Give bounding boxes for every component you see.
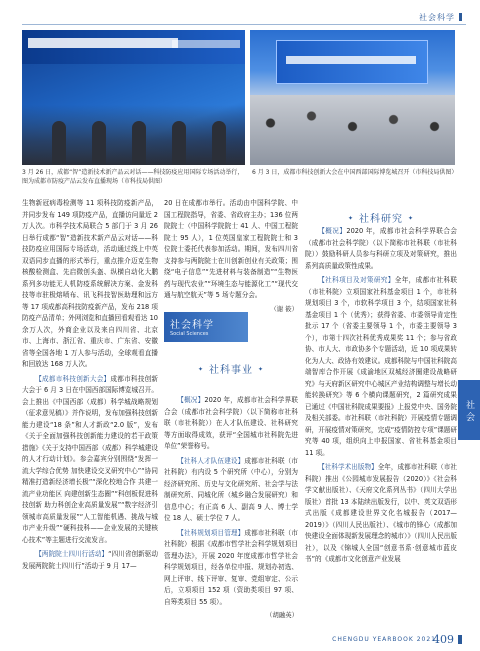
text-column-3	[305, 226, 457, 566]
chapter-side-tab: 社 会	[458, 380, 480, 440]
photo-screen-text	[286, 56, 416, 64]
paragraph	[164, 528, 298, 609]
entry-heading: 【社科规划项目管理】	[177, 528, 245, 537]
photo-online-dialogue-event	[22, 30, 245, 165]
photo-person	[92, 121, 106, 165]
author-credit: （胡融英）	[266, 611, 298, 619]
paragraph	[164, 395, 298, 453]
entry-body: 全年，成都市社科联（市社科院）立项国家社科基金项目 1 个，市社科规划项目 3 个，市软科学项目 3 个，结项国家社科基金项目 1 个（优秀）；获得省委、市委领导肯定性批示 17 个（省委主要领导 1 个，市委主要领导 3 个），市第十四次社科优秀成果奖 11 个；参与省政协、市人大、市政协多个专题活动，近 10 项成果转化为人大、政协有效建议。成都科院与中国社科院高端智库合作开展《成渝地区双城经济圈建设战略研究》与天府新区研究中心城区产业结构调整与增长动能转换研究》等 6 个横向课题研究，2 篇研究成果已通过《中国社科院成果要报》上报党中央、国务院及相关部委。市社科联（市社科院）开展疫情专题调研，开展疫情对策研究，完成“疫情防控专项”课题研究等 40 项，组织向上申报国家、省社科基金项目 11 项。	[305, 276, 458, 457]
entry-heading: 【概况】	[318, 227, 347, 235]
section-heading-social-research: ✦ 社科研究 ✦	[305, 210, 457, 225]
photo-innovation-conference	[250, 30, 455, 165]
photo-banner-text-2	[172, 40, 240, 48]
paragraph: 20 日在成都市举行。活动由中国科学院、中国工程院指导，省委、省政府主办；136 位两院院士（中国科学院院士 41 人、中国工程院院士 95 人），1 位英国皇家工程院院士和 3 位院士委托代表参加活动。期间，发布四川省支持参与两院院士在川创新创业有关政策；围绕“电子信息”“先进材料与装备制造”“生物医药与现代农业”“环境生态与能源化工”“现代交通与航空航天”等 5 场专题分会。	[164, 199, 298, 299]
photo-speakers	[22, 105, 245, 165]
page-number: 409	[433, 633, 454, 646]
paragraph	[22, 549, 158, 572]
entry-heading: 【社科人才队伍建设】	[177, 456, 245, 465]
entry-body: “四川省创新驱动发展两院院士四川行”活动于 9 月 17—	[22, 550, 159, 570]
paragraph	[305, 462, 457, 566]
text-column-2	[164, 198, 298, 622]
paragraph	[305, 226, 457, 272]
page-marker	[458, 635, 462, 644]
section-heading-social-affairs: ✦ 社科事业 ✦	[164, 361, 298, 376]
entry-body: 成都市社科联（市社科院）有内设 5 个研究所（中心），分别为经济研究所、历史与文化研究所、社会学与法制研究所、同城化所（城乡融合发展研究）和信息中心；有正高 6 人、副高 9 人、博士学位 18 人、硕士学位 7 人。	[164, 456, 298, 522]
entry-body: 2020 年，成都市社会科学界联合会（成都市社会科学院）（以下简称市社科联（市社科院））在人才队伍建设、社科研究等方面取得成效，获评“全国城市社科院先进单位”荣誉称号。	[164, 396, 298, 450]
entry-heading: 【概况】	[177, 396, 205, 404]
entry-body: 成都市科技创新大会于 6 月 3 日在中国西部国际博览城召开。会上推出《中国西部（成都）科学城战略规划（征求意见稿）》并作说明，发布加强科技创新能力建设“18 条”和人才新政“2.0 版”，发布《关于全面加强科技创新能力建设的若干政策措施》《关于支持中国西部（成都）科学城建设的人才行动计划》。参会嘉宾分别围绕“发挥一流大学综合优势 加快建设交叉研究中心”“协同精准打造新经济增长极”“深化校地合作 共建一流产业功能区 向建创新生态圈”“科创板促进科技创新 助力科创企业高质量发展”“数字经济引领城市高质量发展”“人工智能机遇、挑战与城市产业升级”“硬科技科——企业发展的关键核心技术”等主题进行交流发言。	[22, 374, 159, 544]
entry-body: 全年，成都市社科联（市社科院）推出《公园城市发展报告（2020）》《社会科学文献出版社）、《天府文化系列丛书》（四川大学出版社）首批 13 本陆续出版发行，以中、英文双语形式出版《成都建设世界文化名城报告（2017—2019）》（四川人民出版社）、《城市的锋心（成都加快建设全面体现新发展理念的城市）》（四川人民出版社），以及《锦城人全国“创意书系·创意城市蓝皮书”的《成都市文化创意产业发展	[305, 463, 458, 563]
photo-person	[132, 121, 146, 165]
footer-journal: CHENGDU YEARBOOK 2021	[332, 636, 436, 643]
photo-person	[52, 121, 66, 165]
header-rule	[22, 24, 466, 25]
paragraph	[164, 456, 298, 525]
photo-caption-left-credit: （市科技局供图）	[118, 178, 167, 185]
photo-caption-left	[22, 168, 247, 186]
entry-body: 2020 年，成都市社会科学界联合会（成都市社会科学院）（以下简称市社科联（市社科院））鼓励科研人员参与科研立项及对策研究，推出系列高质量政策性成果。	[305, 227, 457, 270]
photo-banner-text	[28, 38, 178, 48]
entry-heading: 【社科学术出版物】	[318, 463, 378, 471]
banner-title: 社会科学	[170, 320, 214, 331]
entry-heading: 【两院院士四川行活动】	[35, 550, 109, 558]
photo-person	[212, 121, 226, 165]
photo-person	[172, 121, 186, 165]
paragraph	[305, 275, 457, 459]
photo-audience	[250, 95, 455, 165]
photo-caption-left-text: 3 月 26 日，成都“智”造新技术新产品云对话——科技防疫应用国际专场活动举行，图为成都市防疫产品云发布直播现场	[22, 169, 244, 185]
banner-subtitle: Social Sciences	[170, 331, 209, 337]
author-credit: （谢 筱）	[270, 304, 298, 313]
section-banner	[164, 312, 248, 342]
text-column-1	[22, 198, 158, 572]
section-header-label: 社会科学	[419, 12, 462, 23]
entry-heading: 【成都市科技创新大会】	[35, 374, 111, 383]
entry-heading: 【社科项目及对策研究】	[318, 276, 395, 284]
photo-caption-right: 6 月 3 日，成都市科技创新大会在中国西部国际博览城召开（市科技局供图）	[252, 169, 458, 176]
entry-body: 成都市社科联（市社科院）根据《成都市哲学社会科学规划项目管理办法》，开展 2020 年度成都市哲学社会科学规划项目，经各单位申报、规划办初选、网上评审、线下评审、复审、党组审定、公示后，立项项目 152 项（资助类项目 97 项、自筹类项目 55 项）。	[164, 528, 298, 606]
paragraph: 生物新冠病毒检测等 11 项科技防疫新产品，并同步发布 149 项防疫产品，直播访问量近 2 万人次。市科学技术局联合 5 部门于 3 月 26 日举行成都“智”造新技术新产品云对话——科技防疫应用国际专场活动，活动通过线上中英双语同步直播的形式举行，重点推介迈克生物核酸检测盒、先启微创头盔、纵横自动化大鹏系列多功能无人机防疫系统解决方案、金发科技等市驻极熔喷布、讯飞科技智医助理和远方等 17 项成都高科技防疫新产品，发布 218 项防疫产品清单；外网浏览和直播回看观看达 10 余万人次，外商企业以及来自四川省、北京市、上海市、浙江省、重庆市、广东省、安徽省等全国各地 1 万人参与活动，全球观看直播和回放达 168 万人次。	[22, 199, 158, 368]
paragraph	[22, 374, 158, 547]
